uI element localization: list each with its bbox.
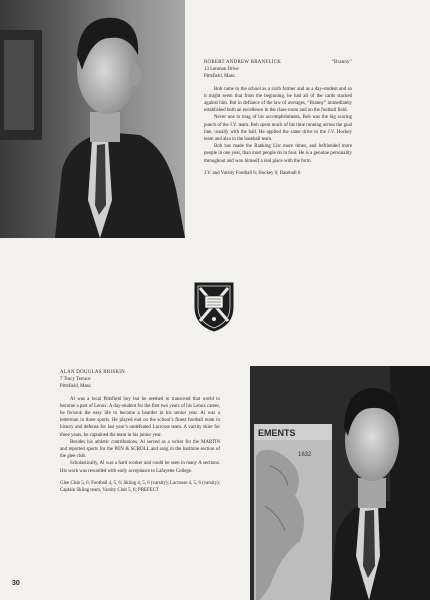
bio-heading [204,59,352,66]
bio-paragraph: Besides his athletic contributions, Al served as a writer for the MARTIN and reported sports for the PEN & SCROLL and sang in the baritone section of the glee club. [60,439,220,460]
bio-briskin [60,369,220,494]
bio-paragraph: Bob came to the school as a sixth former and as a day-student and so it might seem that from the beginning, he had all of the cards stacked against him. But in defiance of the law of averages, “Branny” immediately established both an excellence in the class-room and on the football field. [204,86,352,114]
bio-paragraph: Scholastically, Al was a hard worker and could be seen in many A sections. His work was rewarded with early acceptance to Lafayette College. [60,461,220,474]
map-label-text: EMENTS [258,428,296,438]
activities-line: Glee Club 5, 6; Football 4, 5, 6; Skiing 4, 5, 6 (varsity); Lacrosse 4, 5, 6 (varsity); Captain Skiing team, Varsity Club 5, 6; PREFECT [60,480,221,494]
activities-line: J.V. and Varsity Football 6; Hockey 6; Baseball 6 [204,170,301,176]
address-line: 7 Tracy Terrace [60,377,91,383]
address-line: 13 Lenman Drive [204,67,239,73]
map-label-text: 1632 [298,452,312,458]
bio-branflick [204,59,352,177]
address-line: Pittsfield, Mass. [204,74,236,80]
portrait-photo-branflick [0,0,185,238]
student-name: ALAN DOUGLAS BRISKIN [60,370,125,375]
page-number: 30 [12,580,20,587]
bio-paragraph: Bob has made the Ranking List more times, and befriended more people in one year, than most people do in four. He is a genuine personality throughout and won himself a real place with the form. [204,144,352,164]
student-nickname: “Branny” [331,60,352,65]
bio-paragraph: Al was a local Pittsfield boy but he seemed to transcend that world to become a part of Lenox. A day-student for the first two years of his Lenox career, he forsook the easy life to become a boarder in his senior year. Al was a letterman in three sports. He played end on the school’s finest football team in history and defense for last year’s undefeated Lacrosse team. A varsity skier for three years, he captained the team in his junior year. [60,396,220,438]
portrait-photo-briskin [250,366,430,600]
address-line: Pittsfield, Mass. [60,384,92,390]
bio-paragraph: Never one to brag of his accomplishments, Bob was the big scoring punch of the J.V. team. Bob spent much of his time running across the goal line, usually with the ball. He applied the same drive to the J.V. Hockey team and also to the baseball team. [204,115,352,143]
school-crest-icon [193,281,235,333]
student-name: ROBERT ANDREW BRANFLICK [204,60,282,65]
